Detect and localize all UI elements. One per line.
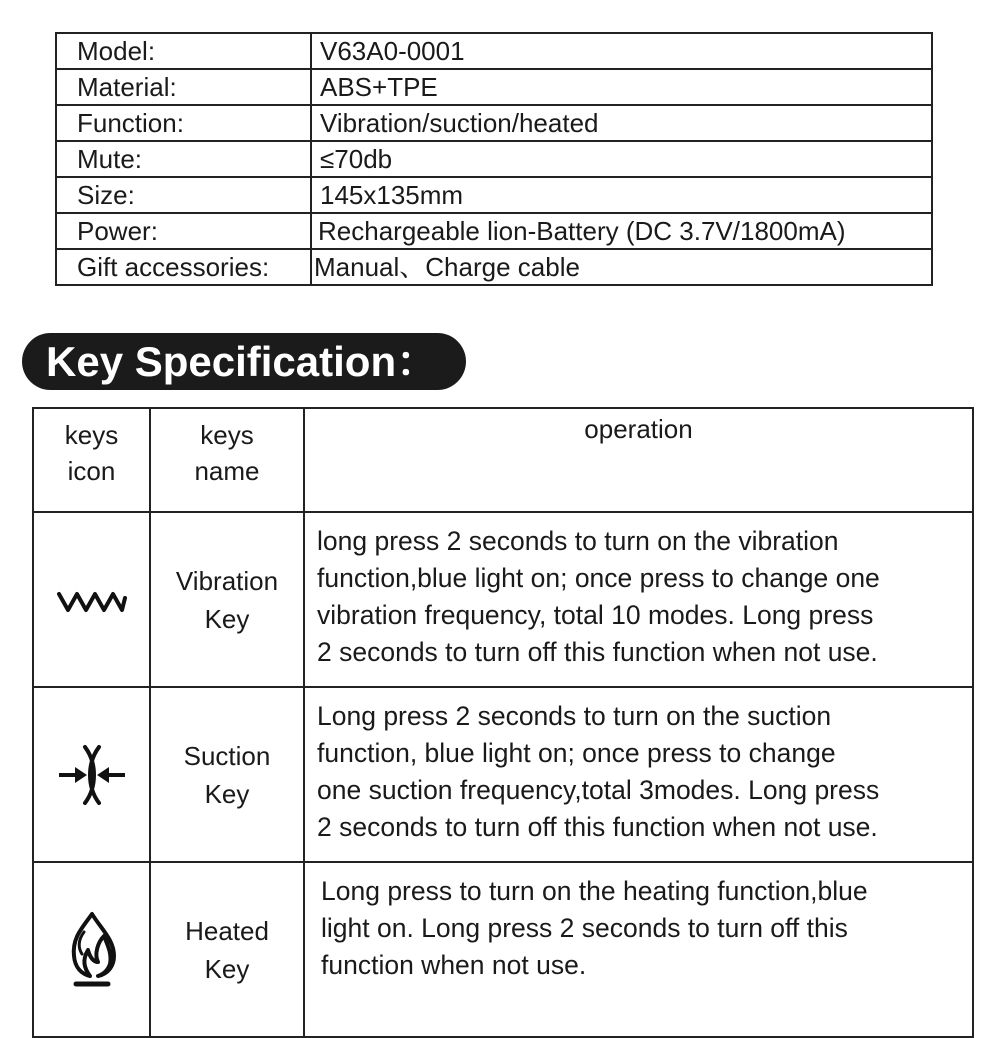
spec-label: Power: — [56, 213, 311, 249]
operation-line: light on. Long press 2 seconds to turn off this — [321, 913, 848, 943]
header-operation: operation — [304, 408, 973, 512]
key-name-line: Heated — [185, 915, 269, 946]
flame-icon — [64, 910, 120, 990]
spec-value: Vibration/suction/heated — [311, 105, 932, 141]
key-name-line: Key — [204, 778, 250, 809]
operation-text — [304, 687, 973, 862]
key-name-line: Key — [204, 953, 250, 984]
header-keys-icon — [33, 408, 150, 512]
spec-value: ABS+TPE — [311, 69, 932, 105]
operation-line: function when not use. — [321, 950, 587, 980]
key-name — [150, 862, 304, 1037]
key-name — [150, 687, 304, 862]
table-row — [56, 177, 932, 213]
operation-line: function, blue light on; once press to change — [317, 738, 836, 768]
section-title: Key Specification： — [22, 333, 466, 390]
operation-line: 2 seconds to turn off this function when not use. — [317, 812, 878, 842]
spec-label: Mute: — [56, 141, 311, 177]
table-row — [56, 141, 932, 177]
table-row — [33, 687, 973, 862]
key-name — [150, 512, 304, 687]
product-parameters-table — [55, 32, 933, 286]
table-header-row — [33, 408, 973, 512]
header-keys-name — [150, 408, 304, 512]
table-row — [56, 33, 932, 69]
operation-line: Long press to turn on the heating function,blue — [321, 876, 868, 906]
spec-value: 145x135mm — [311, 177, 932, 213]
key-specification-table — [32, 407, 974, 1038]
vibration-wave-icon — [57, 586, 127, 616]
header-text: keys — [64, 420, 119, 450]
operation-line: 2 seconds to turn off this function when not use. — [317, 637, 878, 667]
spec-label: Material: — [56, 69, 311, 105]
header-text: name — [194, 456, 260, 486]
spec-label: Size: — [56, 177, 311, 213]
table-row — [56, 249, 932, 285]
spec-value: Rechargeable lion-Battery (DC 3.7V/1800mA) — [311, 213, 932, 249]
operation-line: one suction frequency,total 3modes. Long press — [317, 775, 880, 805]
operation-line: long press 2 seconds to turn on the vibration — [317, 526, 839, 556]
table-row — [33, 862, 973, 1037]
operation-line: function,blue light on; once press to change one — [317, 563, 880, 593]
spec-value: V63A0-0001 — [311, 33, 932, 69]
icon-cell — [33, 862, 150, 1037]
header-text: icon — [67, 456, 116, 486]
operation-line: Long press 2 seconds to turn on the suction — [317, 701, 832, 731]
table-row — [56, 69, 932, 105]
operation-text — [304, 862, 973, 1037]
spec-value: ≤70db — [311, 141, 932, 177]
spec-label: Gift accessories: — [56, 249, 311, 285]
key-name-line: Key — [204, 603, 250, 634]
operation-text — [304, 512, 973, 687]
key-name-line: Suction — [183, 740, 271, 771]
spec-label: Function: — [56, 105, 311, 141]
table-row — [33, 512, 973, 687]
key-name-line: Vibration — [175, 565, 279, 596]
suction-arrows-icon — [57, 743, 127, 807]
icon-cell — [33, 512, 150, 687]
header-text: keys — [200, 420, 254, 450]
operation-line: vibration frequency, total 10 modes. Long press — [317, 600, 874, 630]
spec-label: Model: — [56, 33, 311, 69]
icon-cell — [33, 687, 150, 862]
spec-value: Manual、Charge cable — [311, 249, 932, 285]
table-row — [56, 105, 932, 141]
table-row — [56, 213, 932, 249]
